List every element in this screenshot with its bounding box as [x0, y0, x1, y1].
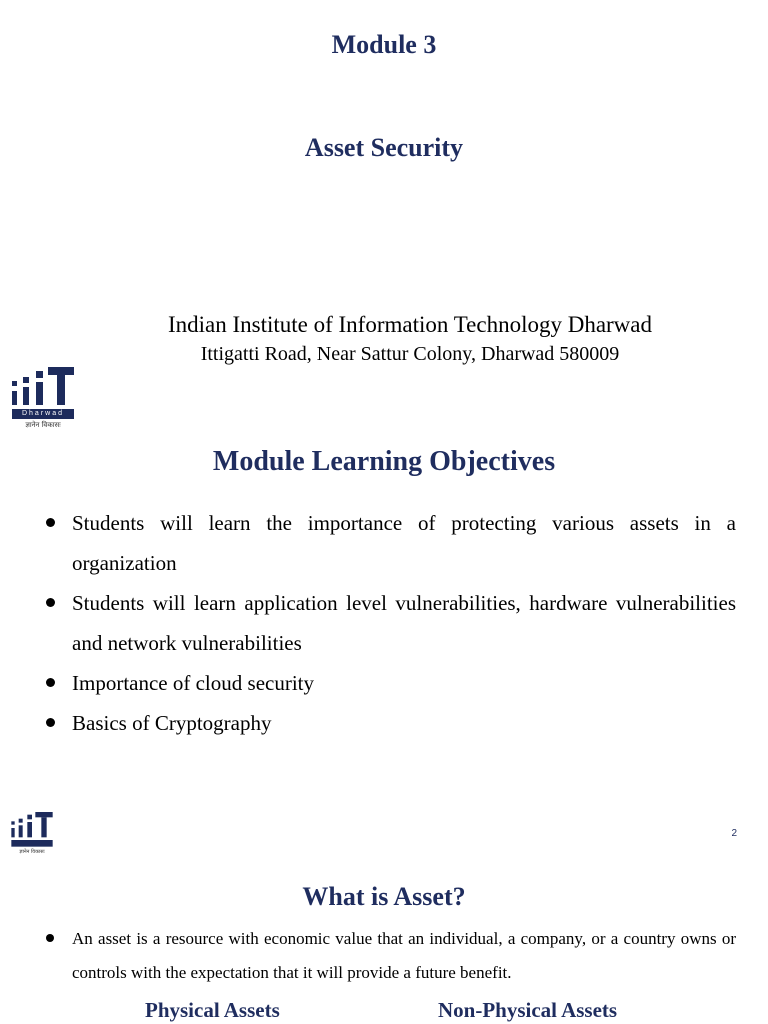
institute-address: Ittigatti Road, Near Sattur Colony, Dharwad 580009: [200, 343, 620, 365]
objectives-heading: Module Learning Objectives: [212, 446, 556, 477]
bullet-text: Students will learn application level vulnerabilities, hardware vulnerabilities and network vulnerabilities: [72, 591, 736, 655]
asset-definition-list: [44, 922, 736, 990]
bullet-icon: [46, 678, 55, 687]
asset-heading: What is Asset?: [302, 882, 466, 911]
bullet-text: Importance of cloud security: [72, 671, 314, 695]
logo-wordmark: Dharwad: [21, 410, 64, 417]
bullet-text: Students will learn the importance of protecting various assets in a organization: [72, 511, 736, 575]
page-number: 2: [731, 828, 737, 839]
list-item: [44, 503, 736, 583]
bullet-icon: [46, 598, 55, 607]
bullet-icon: [46, 518, 55, 527]
bullet-icon: [46, 934, 54, 942]
list-item: [44, 663, 736, 703]
bullet-text: An asset is a resource with economic value that an individual, a company, or a country owns or controls with the expectation that it will provide a future benefit.: [72, 929, 736, 982]
logo-motto: ज्ञानेन विकासः: [25, 421, 61, 429]
module-subtitle: Asset Security: [304, 133, 464, 162]
bullet-text: Basics of Cryptography: [72, 711, 272, 735]
list-item: [44, 583, 736, 663]
logo-motto: ज्ञानेन विकासः: [19, 849, 45, 855]
module-title: Module 3: [331, 30, 437, 59]
physical-assets-label: Physical Assets: [145, 998, 280, 1022]
iiit-logo: [10, 367, 76, 433]
bullet-icon: [46, 718, 55, 727]
list-item: [44, 922, 736, 990]
list-item: [44, 703, 736, 743]
non-physical-assets-label: Non-Physical Assets: [438, 998, 618, 1022]
objectives-list: [44, 503, 736, 743]
institute-name: Indian Institute of Information Technology Dharwad: [167, 312, 653, 337]
iiit-logo-small: [10, 812, 54, 856]
